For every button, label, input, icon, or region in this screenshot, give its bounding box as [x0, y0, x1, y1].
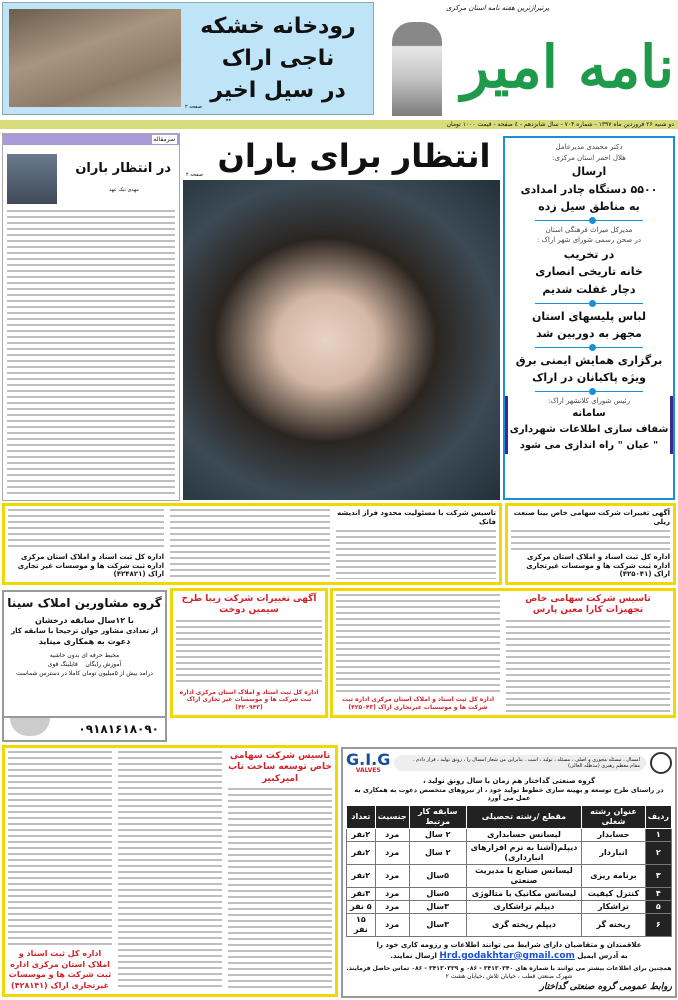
gig-logo: G.I.G — [346, 750, 391, 769]
divider — [535, 391, 643, 392]
email-suffix: ارسال نمایند. — [390, 951, 437, 960]
table-cell: مرد — [375, 842, 409, 865]
sidebar-item[interactable]: رئیس شورای کلانشهر اراک: سامانه شفاف سازی اطلاعات شهرداری " عیان " راه اندازی می شود — [505, 396, 673, 455]
table-cell: ۳سال — [409, 914, 466, 937]
email-link[interactable]: Hrd.godakhtar@gmail.com — [439, 950, 575, 961]
email-prefix: به آدرس ایمیل — [577, 951, 628, 960]
author-photo — [7, 154, 57, 204]
ad-body — [8, 509, 164, 550]
table-cell: مرد — [375, 901, 409, 914]
editorial-title: در انتظار باران — [75, 161, 171, 176]
table-cell: ۲نفر — [347, 865, 376, 888]
ad-body — [176, 620, 322, 686]
top-headline-3: در سیل اخیر — [210, 78, 346, 103]
table-cell: ۲نفر — [347, 829, 376, 842]
tagline: پرتیراژترین هفته نامه استان مرکزی — [446, 4, 550, 12]
column-header: عنوان رشته شغلی — [582, 806, 646, 829]
ad-bullet: فایلینگ قوی — [47, 661, 78, 668]
table-cell: ۱۵ نفر — [347, 914, 376, 937]
sg-logo-icon — [650, 752, 672, 774]
ad-bullet: آموزش رایگان — [85, 661, 122, 668]
logo: نامه امیر — [461, 33, 674, 101]
table-cell: ۵سال — [409, 865, 466, 888]
ad-sina-phone-box — [2, 718, 167, 742]
ad-body — [511, 530, 670, 550]
issue-bar: دو شنبه ۲۶ فروردین ماه ۱۳۹۷ - شماره ۷۰۴ - سال شانزدهم - ٤ صفحه - قیمت ۱۰۰۰ تومان — [0, 120, 678, 129]
table-row — [347, 829, 672, 842]
table-cell: دیپلم(آشنا به نرم افزارهای انبارداری) — [466, 842, 581, 865]
ad-line: از تعدادی مشاور جوان ترجیحا با سابقه کار — [11, 627, 158, 635]
leader-quote: امسال ، مسئله محوری و اصلی ، مسئله ، تولید ، است . بنابراین من شعار امسال را ، رونق تولید ، قرار دادم . — [412, 756, 640, 763]
ad-ziba-tarh[interactable]: آگهی تغییرات شرکت زیبا طرح سیمین دوخت اداره کل ثبت اسناد و املاک استان مرکزی اداره ثبت شرکت ها و موسسات غیر تجاری اراک (۴۲۰۹۴۳) — [170, 588, 328, 718]
table-cell: ریخته گر — [582, 914, 646, 937]
table-row — [347, 842, 672, 865]
table-cell: برنامه ریزی — [582, 865, 646, 888]
phone-number[interactable]: ۰۹۱۸۱۶۱۸۰۹۰ — [78, 722, 159, 736]
ad-body — [336, 530, 496, 580]
top-story-box[interactable] — [2, 2, 374, 115]
masthead — [380, 0, 678, 118]
table-cell: ۳سال — [409, 901, 466, 914]
ad-bina-sanat[interactable]: آگهی تغییرات شرکت سهامی خاص بینا صنعت ریلی اداره کل ثبت اسناد و املاک استان مرکزی اداره ثبت شرکت ها و موسسات غیرتجاری اراک (۴۲۵۰۴۱) — [505, 503, 676, 585]
ad-line: با ۱۲سال سابقه درخشان — [35, 616, 134, 625]
table-cell: مرد — [375, 888, 409, 901]
editorial-author: مهدی نیک عهد — [109, 187, 139, 193]
table-cell: دیپلم تراشکاری — [466, 901, 581, 914]
news-sidebar — [503, 136, 675, 500]
ad-body — [506, 620, 670, 713]
column-header: تعداد — [347, 806, 376, 829]
table-cell: حسابدار — [582, 829, 646, 842]
table-cell: کنترل کیفیت — [582, 888, 646, 901]
table-cell: ۵سال — [409, 888, 466, 901]
sidebar-item[interactable]: برگزاری همایش ایمنی برق ویژه پاکبانان در اراک — [515, 353, 663, 385]
gig-logo-sub: VALVES — [355, 767, 381, 774]
sidebar-item[interactable]: مدیرکل میراث فرهنگی استان در صحن رسمی شورای شهر اراک : در تخریب خانه تاریخی انصاری دچار غفلت شدیم — [535, 225, 643, 296]
ad-body — [118, 751, 222, 991]
table-cell: لیسانس حسابداری — [466, 829, 581, 842]
closing-text: علاقمندان و متقاضیان دارای شرایط می توانند اطلاعات و رزومه کاری خود را — [376, 941, 642, 949]
main-headline: انتظار برای باران — [217, 137, 491, 175]
column-header: مقطع /رشته تحصیلی — [466, 806, 581, 829]
house-illustration-icon — [10, 718, 50, 736]
ad-title: گروه مشاورین املاک سینا — [7, 596, 162, 610]
job-intro-1: گروه صنعتی گداختار هم زمان با سال رونق تولید ، — [422, 777, 596, 785]
ad-footer: اداره کل ثبت اسناد و املاک استان مرکزی اداره ثبت شرکت ها و موسسات غیرتجاری اراک (۴۲۵۰۴۱) — [526, 552, 670, 579]
contact-phones: همچنین برای اطلاعات بیشتر می توانند با شماره های ۳۴۱۳۰۳۴۰ - ۰۸۶ و ۳۴۱۳۰۳۳۹ - ۰۸۶ تماس حاصل فرمایند. — [346, 965, 672, 972]
column-header: سابقه کار مرتبط — [409, 806, 466, 829]
table-row — [347, 888, 672, 901]
ad-kara-moein[interactable]: تاسیس شرکت سهامی خاص تجهیزات کارا معین پارس اداره کل ثبت اسناد و املاک استان مرکزی اداره ثبت شرکت ها و موسسات غیرتجاری اراک (۴۲۵۰۴۳) — [330, 588, 676, 718]
table-cell: مرد — [375, 865, 409, 888]
quote-author: مقام معظم رهبری (مدظله العالی) — [568, 763, 640, 769]
divider — [535, 220, 643, 221]
address: شهرک صنعتی قطب ، خیابان تلاش ،خیابان هشت ۲ — [445, 972, 573, 980]
table-cell: ۳ — [645, 865, 671, 888]
table-cell: انباردار — [582, 842, 646, 865]
top-headline-1: رودخانه خشکه — [200, 14, 356, 39]
ad-line: دعوت به همکاری میناید — [38, 637, 131, 646]
table-cell: لیسانس مکانیک یا متالوژی — [466, 888, 581, 901]
table-cell: مرد — [375, 829, 409, 842]
table-cell: ۲ سال — [409, 829, 466, 842]
ad-footer: اداره کل ثبت اسناد و املاک استان مرکزی اداره ثبت شرکت ها و موسسات غیر تجاری اراک (۴۲۴۸۲۱) — [17, 552, 164, 579]
sidebar-item[interactable]: لباس پلیسهای استان مجهز به دوربین شد — [532, 309, 646, 341]
ad-footer: اداره کل ثبت اسناد و املاک استان مرکزی اداره ثبت شرکت ها و موسسات غیر تجاری اراک (۴۲۰۹۴۳) — [179, 688, 319, 712]
ad-body — [228, 788, 332, 991]
table-cell: دیپلم ریخته گری — [466, 914, 581, 937]
table-cell: ۴ — [645, 888, 671, 901]
table-cell: ۶ — [645, 914, 671, 937]
job-intro-2: در راستای طرح توسعه و بهینه سازی خطوط تولید خود ، از نیروهای متخصص دعوت به همکاری به عمل می آورد — [354, 785, 664, 802]
table-cell: ۵ نفر — [347, 901, 376, 914]
column-header: ردیف — [645, 806, 671, 829]
ad-sina-realestate[interactable] — [2, 590, 167, 718]
table-row — [347, 914, 672, 937]
job-table — [346, 805, 672, 937]
table-cell: ۳نفر — [347, 888, 376, 901]
ad-bullet: درامد بیش از ۵میلیون تومان کاملا در دسترس شماست — [16, 670, 153, 677]
table-cell: ۲ سال — [409, 842, 466, 865]
table-cell: لیسانس صنایع یا مدیریت صنعتی — [466, 865, 581, 888]
ad-body — [170, 509, 330, 579]
ad-tab-amirkabir[interactable]: تاسیس شرکت سهامی خاص توسعه ساخت تاب امیرکبیر اداره کل ثبت اسناد و املاک استان مرکزی اداره ثبت شرکت ها و موسسات غیرتجاری اراک (۴۲۸۱۴۱) — [2, 745, 338, 997]
main-photo — [183, 180, 500, 500]
main-tag: صفحه ۴ — [186, 172, 203, 178]
ad-faraz-andishe[interactable]: تاسیس شرکت با مسئولیت محدود فراز اندیشه فانک اداره کل ثبت اسناد و املاک استان مرکزی اداره ثبت شرکت ها و موسسات غیر تجاری اراک (۴۲۴۸۲۱) — [2, 503, 502, 585]
editorial[interactable] — [2, 133, 180, 501]
editorial-body — [7, 210, 175, 496]
table-row — [347, 901, 672, 914]
table-row — [347, 865, 672, 888]
table-cell: مرد — [375, 914, 409, 937]
ad-footer: اداره کل ثبت اسناد و املاک استان مرکزی اداره ثبت شرکت ها و موسسات غیرتجاری اراک (۴۲۸۱۴۱) — [8, 949, 112, 990]
ad-footer: اداره کل ثبت اسناد و املاک استان مرکزی اداره ثبت شرکت ها و موسسات غیرتجاری اراک (۴۲۵۰۴۳) — [341, 696, 494, 712]
table-cell: ۱ — [645, 829, 671, 842]
job-ad-godakhtar[interactable] — [341, 747, 677, 998]
table-cell: تراشکار — [582, 901, 646, 914]
editorial-section: سرمقاله — [153, 136, 175, 143]
divider — [535, 347, 643, 348]
table-cell: ۵ — [645, 901, 671, 914]
top-headline-2: ناجی اراک — [221, 46, 335, 71]
ad-body — [8, 751, 112, 946]
ad-bullet: محیط حرفه ای بدون حاشیه — [49, 652, 120, 659]
divider — [535, 303, 643, 304]
flood-photo — [9, 9, 181, 107]
founder-portrait — [392, 22, 442, 116]
sidebar-item[interactable]: دکتر محمدی مدیرعامل هلال احمر استان مرکزی: ارسال ۵۵۰۰ دستگاه چادر امدادی به مناطق سیل زده — [520, 143, 658, 214]
signature: روابط عمومی گروه صنعتی گداختار — [539, 982, 672, 992]
table-cell: ۲ — [645, 842, 671, 865]
page-tag: صفحه ۲ — [185, 104, 202, 110]
column-header: جنسیت — [375, 806, 409, 829]
ad-body — [336, 594, 500, 693]
table-cell: ۲نفر — [347, 842, 376, 865]
